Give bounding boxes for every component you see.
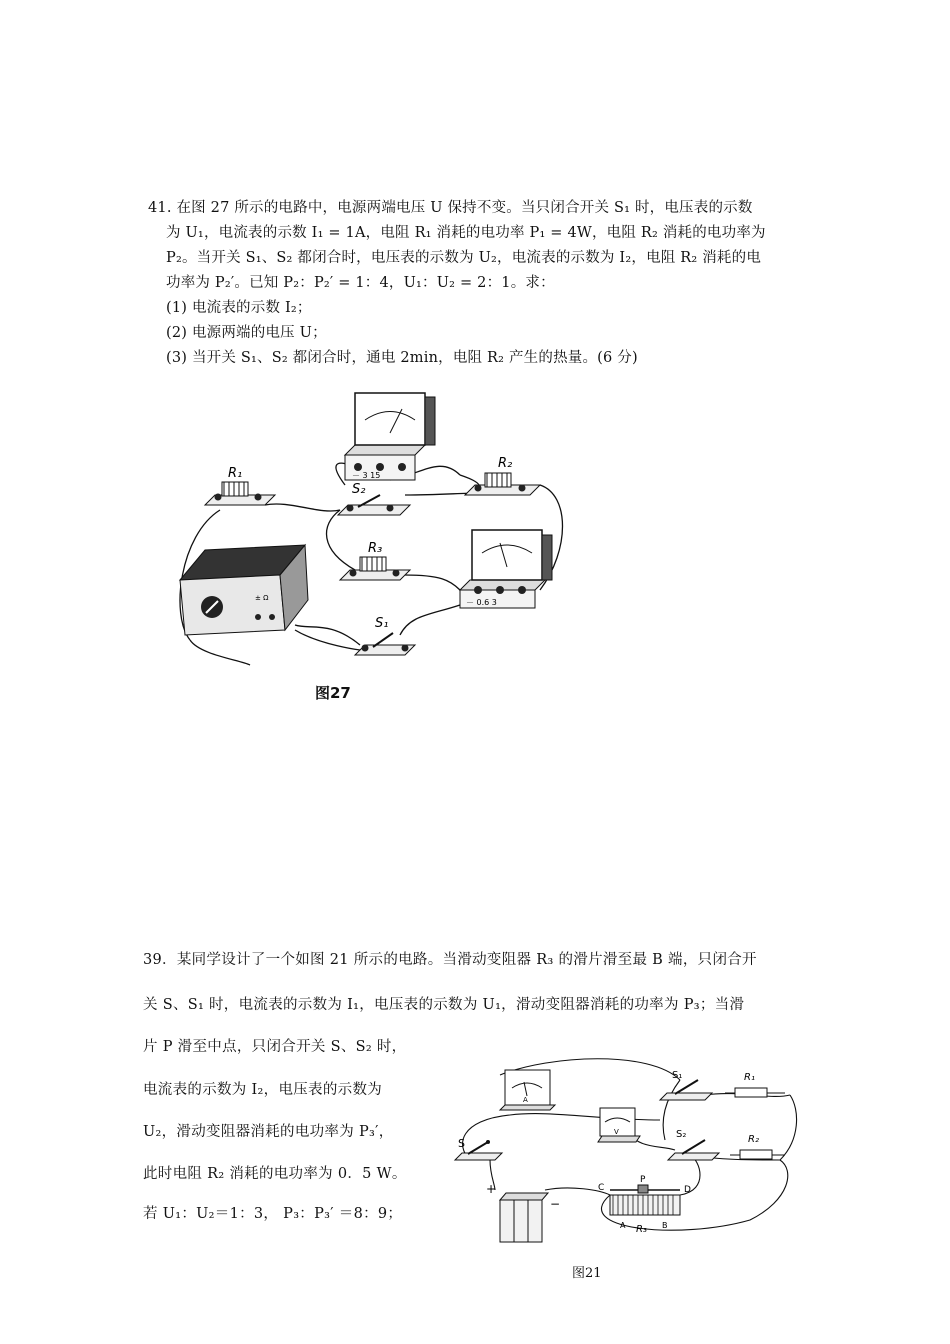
- q41-line-1: 41. 在图 27 所示的电路中，电源两端电压 U 保持不变。当只闭合开关 S₁ 时，电压表的示数: [148, 200, 753, 216]
- battery-plus: +: [486, 1182, 497, 1196]
- switch-s: [455, 1137, 502, 1160]
- q39-line-4: 电流表的示数为 I₂，电压表的示数为: [143, 1082, 383, 1098]
- q41-line-2: 为 U₁，电流表的示数 I₁ = 1A，电阻 R₁ 消耗的电功率 P₁ = 4W，电阻 R₂ 消耗的电功率为: [166, 225, 766, 241]
- figure-27-circuit: [160, 385, 600, 705]
- resistor-r1: [205, 466, 275, 505]
- voltmeter-terminal-labels: － 3 15: [352, 471, 381, 480]
- q39-line-7: 若 U₁：U₂＝1：3， P₃：P₃′ ＝8：9；: [143, 1206, 403, 1222]
- ammeter: [460, 530, 552, 608]
- resistor-r1: [725, 1072, 785, 1097]
- q39-line-3: 片 P 滑至中点，只闭合开关 S、S₂ 时，: [143, 1039, 407, 1055]
- q39-line-1: 39．某同学设计了一个如图 21 所示的电路。当滑动变阻器 R₃ 的滑片滑至最 B 端，只闭合开: [143, 952, 757, 968]
- s2-label: S₂: [352, 482, 366, 497]
- q41-subq-2: (2) 电源两端的电压 U；: [166, 325, 327, 341]
- battery: [486, 1182, 560, 1242]
- resistor-r2: [730, 1134, 785, 1159]
- s1-label: S₁: [375, 616, 389, 631]
- q41-line-4: 功率为 P₂′。已知 P₂：P₂′ = 1：4，U₁：U₂ = 2：1。求：: [166, 275, 555, 291]
- switch-s2: [338, 482, 410, 515]
- question-41: [148, 196, 808, 371]
- s2-label: S₂: [676, 1129, 687, 1140]
- voltmeter: [598, 1108, 640, 1142]
- voltmeter: [345, 393, 435, 480]
- end-a-label: A: [620, 1221, 626, 1230]
- r3-label: R₃: [368, 541, 383, 556]
- wire: [190, 640, 250, 665]
- wire: [295, 630, 360, 650]
- wire: [510, 1114, 660, 1120]
- switch-s1: [660, 1070, 712, 1100]
- q39-line-2: 关 S、S₁ 时，电流表的示数为 I₁，电压表的示数为 U₁，滑动变阻器消耗的功率为 P₃；当滑: [143, 997, 745, 1013]
- switch-s1: [355, 616, 415, 655]
- svg-text:± Ω: ± Ω: [255, 594, 269, 602]
- resistor-r3: [340, 541, 410, 580]
- wire: [405, 575, 460, 590]
- resistor-r2: [465, 456, 540, 495]
- figure-21-caption: 图21: [572, 1266, 602, 1281]
- s-label: S: [458, 1137, 465, 1150]
- r1-label: R₁: [228, 466, 243, 481]
- ammeter: [500, 1070, 555, 1110]
- wire: [326, 510, 355, 570]
- r1-label: R₁: [744, 1072, 755, 1083]
- slider-p-label: P: [640, 1175, 646, 1185]
- wire: [780, 1095, 797, 1160]
- switch-s2: [668, 1129, 719, 1160]
- r2-label: R₂: [498, 456, 513, 471]
- s1-label: S₁: [672, 1070, 683, 1081]
- q39-line-5: U₂，滑动变阻器消耗的电功率为 P₃′，: [143, 1124, 394, 1140]
- q39-line-6: 此时电阻 R₂ 消耗的电功率为 0．5 W。: [143, 1166, 407, 1182]
- terminal-c-label: C: [598, 1183, 605, 1193]
- voltmeter-label: V: [614, 1128, 619, 1136]
- power-supply: [180, 545, 308, 635]
- rheostat-r3: [598, 1175, 691, 1235]
- ammeter-label: A: [523, 1096, 528, 1104]
- r3-label: R₃: [636, 1224, 647, 1235]
- wire: [265, 504, 340, 511]
- end-b-label: B: [662, 1221, 668, 1230]
- q41-subq-1: (1) 电流表的示数 I₂；: [166, 300, 312, 316]
- figure-27-caption: 图27: [315, 684, 351, 702]
- q41-subq-3: (3) 当开关 S₁、S₂ 都闭合时，通电 2min，电阻 R₂ 产生的热量。(6 分): [166, 350, 638, 366]
- ammeter-terminal-labels: － 0.6 3: [466, 598, 497, 607]
- figure-21-circuit: [450, 1050, 810, 1250]
- terminal-d-label: D: [684, 1185, 691, 1195]
- q41-line-3: P₂。当开关 S₁、S₂ 都闭合时，电压表的示数为 U₂，电流表的示数为 I₂，电阻 R₂ 消耗的电: [166, 250, 762, 266]
- wire: [400, 605, 460, 635]
- r2-label: R₂: [748, 1134, 759, 1145]
- battery-minus: −: [550, 1197, 561, 1211]
